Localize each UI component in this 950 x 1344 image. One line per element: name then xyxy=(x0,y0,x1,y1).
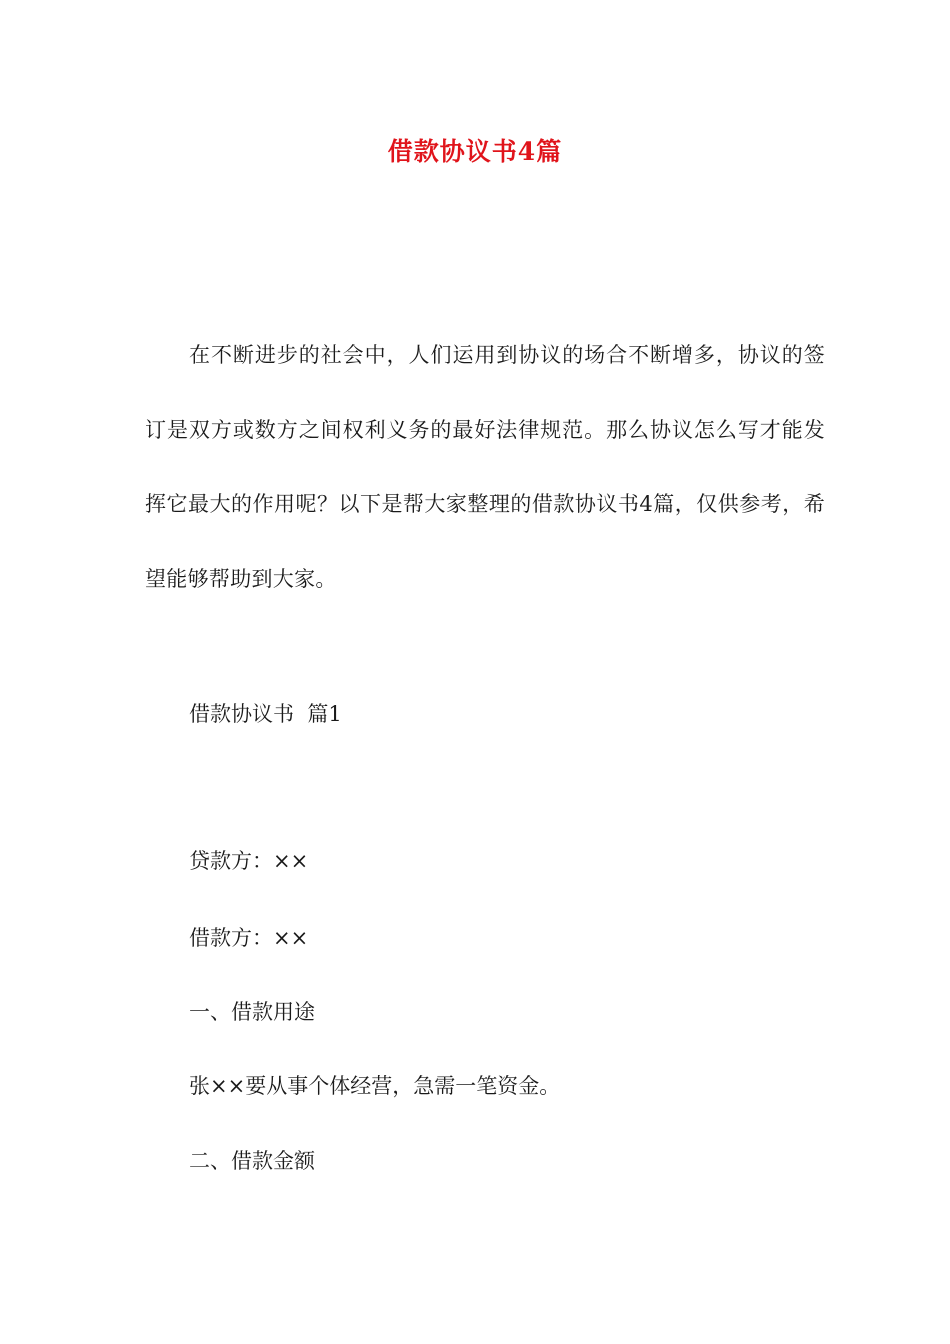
borrower-line: 借款方：×× xyxy=(189,926,309,950)
intro-paragraph: 在不断进步的社会中，人们运用到协议的场合不断增多，协议的签订是双方或数方之间权利义务的最好法律规范。那么协议怎么写才能发挥它最大的作用呢？以下是帮大家整理的借款协议书4篇，仅供参考，希望能够帮助到大家。 xyxy=(145,343,825,591)
lender-line: 贷款方：×× xyxy=(189,849,309,873)
clause-text-purpose: 张××要从事个体经营，急需一笔资金。 xyxy=(189,1074,561,1098)
clause-heading-purpose: 一、借款用途 xyxy=(189,1000,315,1024)
document-title: 借款协议书4篇 xyxy=(387,137,563,166)
section-heading: 借款协议书 篇1 xyxy=(189,702,342,726)
clause-heading-amount: 二、借款金额 xyxy=(189,1149,315,1173)
